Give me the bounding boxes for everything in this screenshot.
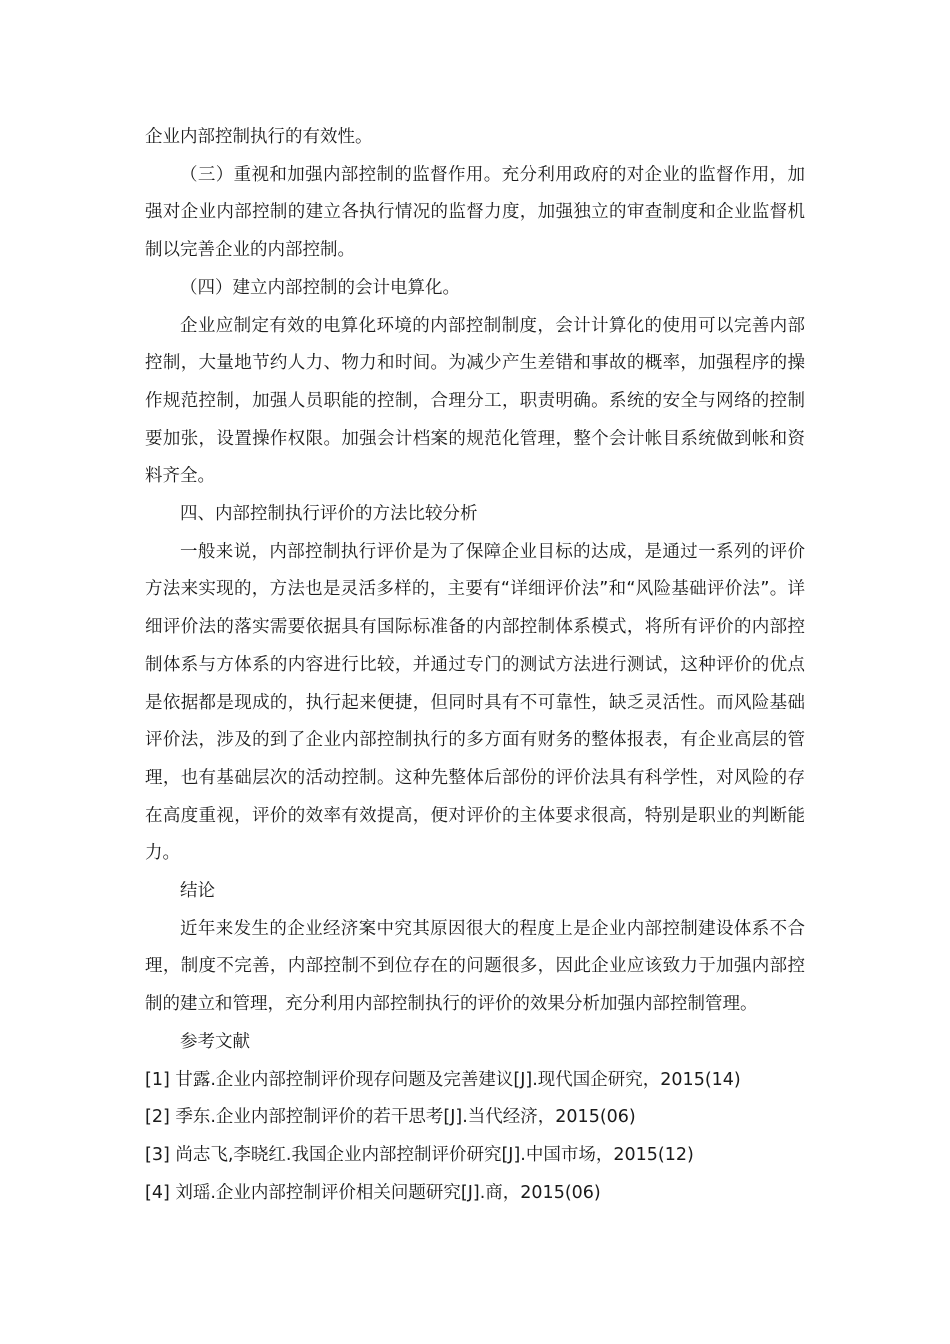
reference-item: [1] 甘露.企业内部控制评价现存问题及完善建议[J].现代国企研究，2015(14)	[145, 1069, 741, 1090]
paragraph-section-3: （三）重视和加强内部控制的监督作用。充分利用政府的对企业的监督作用，加强对企业内部控制的建立各执行情况的监督力度，加强独立的审查制度和企业监督机制以完善企业的内部控制。	[145, 164, 805, 261]
document-body	[145, 119, 805, 1212]
reference-item: [2] 季东.企业内部控制评价的若干思考[J].当代经济，2015(06)	[145, 1107, 636, 1128]
paragraph-conclusion: 近年来发生的企业经济案中究其原因很大的程度上是企业内部控制建设体系不合理，制度不完善，内部控制不到位存在的问题很多，因此企业应该致力于加强内部控制的建立和管理，充分利用内部控制执行的评价的效果分析加强内部控制管理。	[145, 918, 805, 1015]
reference-item: [3] 尚志飞,李晓红.我国企业内部控制评价研究[J].中国市场，2015(12)	[145, 1144, 694, 1165]
section-heading-conclusion: 结论	[180, 881, 215, 902]
reference-item: [4] 刘瑶.企业内部控制评价相关问题研究[J].商，2015(06)	[145, 1182, 601, 1203]
paragraph-continuation: 企业内部控制执行的有效性。	[145, 127, 373, 147]
section-heading-references: 参考文献	[180, 1031, 250, 1052]
paragraph-computerization: 企业应制定有效的电算化环境的内部控制制度，会计计算化的使用可以完善内部控制，大量地节约人力、物力和时间。为减少产生差错和事故的概率，加强程序的操作规范控制，加强人员职能的控制，合理分工，职责明确。系统的安全与网络的控制要加张，设置操作权限。加强会计档案的规范化管理，整个会计帐目系统做到帐和资料齐全。	[145, 315, 805, 487]
paragraph-section-4-heading: （四）建立内部控制的会计电算化。	[180, 277, 460, 298]
section-heading-methods: 四、内部控制执行评价的方法比较分析	[180, 504, 478, 525]
paragraph-methods: 一般来说，内部控制执行评价是为了保障企业目标的达成，是通过一系列的评价方法来实现的，方法也是灵活多样的，主要有“详细评价法”和“风险基础评价法”。详细评价法的落实需要依据具有国际标准备的内部控制体系模式，将所有评价的内部控制体系与方体系的内容进行比较，并通过专门的测试方法进行测试，这种评价的优点是依据都是现成的，执行起来便捷，但同时具有不可靠性，缺乏灵活性。而风险基础评价法，涉及的到了企业内部控制执行的多方面有财务的整体报表，有企业高层的管理，也有基础层次的活动控制。这种先整体后部份的评价法具有科学性，对风险的存在高度重视，评价的效率有效提高，便对评价的主体要求很高，特别是职业的判断能力。	[145, 541, 805, 864]
reference-list	[145, 1062, 805, 1213]
